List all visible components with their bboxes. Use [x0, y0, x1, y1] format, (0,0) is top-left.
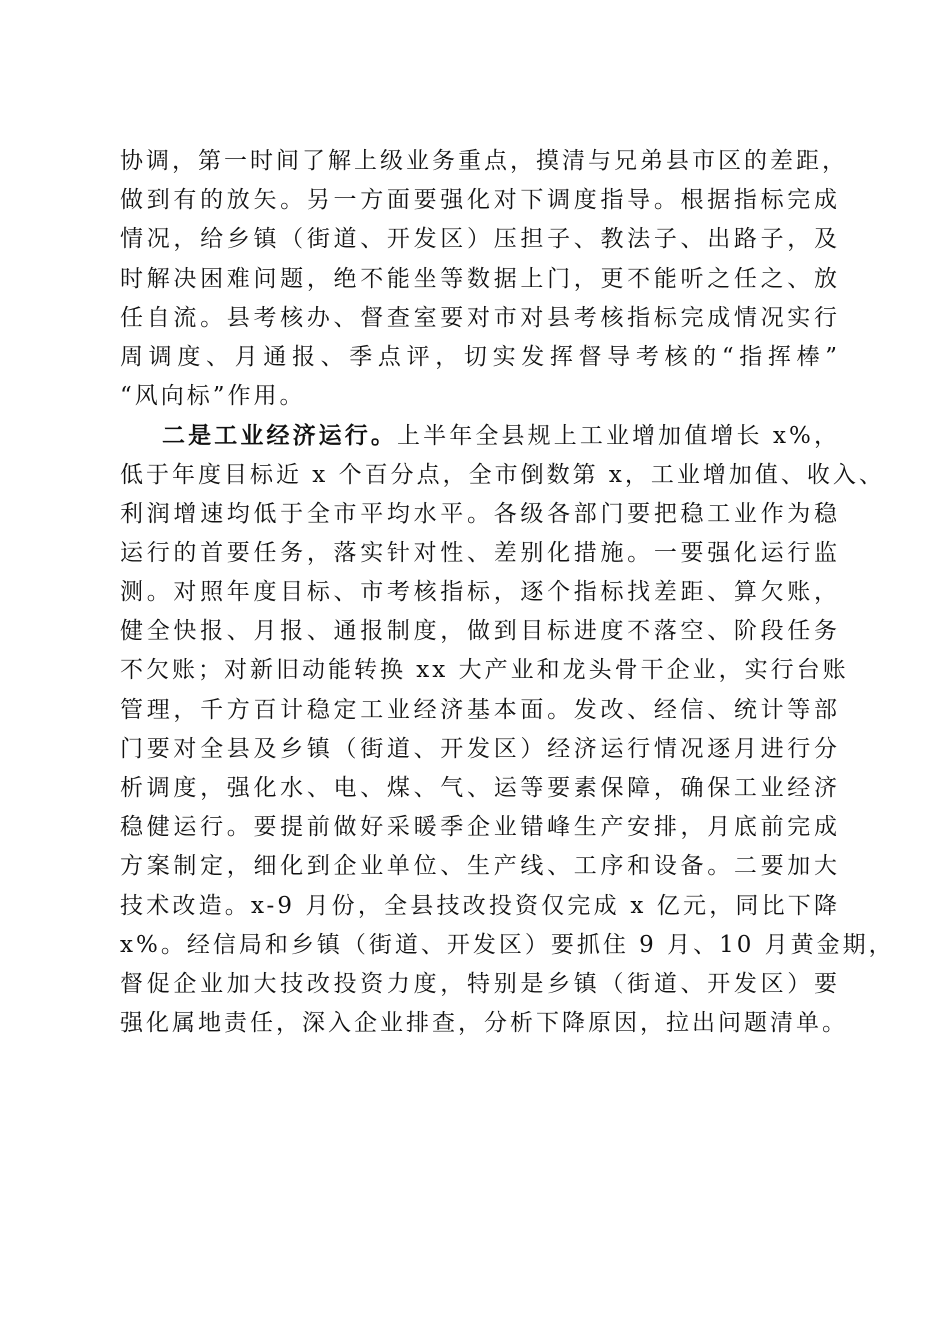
text-line: 运行的首要任务，落实针对性、差别化措施。一要强化运行监 [120, 539, 840, 566]
text-line: 时解决困难问题，绝不能坐等数据上门，更不能听之任之、放 [120, 265, 840, 292]
document-body [120, 142, 895, 1043]
text-line: 低于年度目标近 x 个百分点，全市倒数第 x，工业增加值、收入、 [120, 461, 885, 488]
text-span: 上半年全县规上工业增加值增长 x%， [397, 423, 840, 450]
paragraph-1 [120, 142, 848, 416]
paragraph-first-line [120, 416, 840, 455]
text-line: 测。对照年度目标、市考核指标，逐个指标找差距、算欠账， [120, 579, 840, 606]
text-line: 利润增速均低于全市平均水平。各级各部门要把稳工业作为稳 [120, 500, 840, 527]
text-line: 技术改造。x-9 月份，全县技改投资仅完成 x 亿元，同比下降 [120, 892, 840, 919]
text-line: 强化属地责任，深入企业排查，分析下降原因，拉出问题清单。 [120, 1010, 848, 1037]
text-line: 管理，千方百计稳定工业经济基本面。发改、经信、统计等部 [120, 696, 840, 723]
text-line: 督促企业加大技改投资力度，特别是乡镇（街道、开发区）要 [120, 970, 840, 997]
text-line: 做到有的放矢。另一方面要强化对下调度指导。根据指标完成 [120, 187, 840, 214]
section-heading: 二是工业经济运行。 [162, 422, 398, 450]
text-line: 健全快报、月报、通报制度，做到目标进度不落空、阶段任务 [120, 618, 840, 645]
text-line: 周调度、月通报、季点评，切实发挥督导考核的“指挥棒” [120, 343, 840, 370]
text-line: 情况，给乡镇（街道、开发区）压担子、教法子、出路子，及 [120, 226, 840, 253]
text-line: 不欠账；对新旧动能转换 xx 大产业和龙头骨干企业，实行台账 [120, 657, 849, 684]
text-line: 方案制定，细化到企业单位、生产线、工序和设备。二要加大 [120, 853, 840, 880]
text-line: x%。经信局和乡镇（街道、开发区）要抓住 9 月、10 月黄金期， [120, 931, 895, 958]
text-line: 析调度，强化水、电、煤、气、运等要素保障，确保工业经济 [120, 775, 840, 801]
text-line: 协调，第一时间了解上级业务重点，摸清与兄弟县市区的差距， [120, 148, 848, 174]
text-line: 稳健运行。要提前做好采暖季企业错峰生产安排，月底前完成 [120, 814, 840, 841]
paragraph-2 [120, 416, 895, 1043]
text-line: 门要对全县及乡镇（街道、开发区）经济运行情况逐月进行分 [120, 735, 840, 762]
text-line: 任自流。县考核办、督查室要对市对县考核指标完成情况实行 [120, 304, 840, 331]
text-line: “风向标”作用。 [120, 383, 306, 410]
